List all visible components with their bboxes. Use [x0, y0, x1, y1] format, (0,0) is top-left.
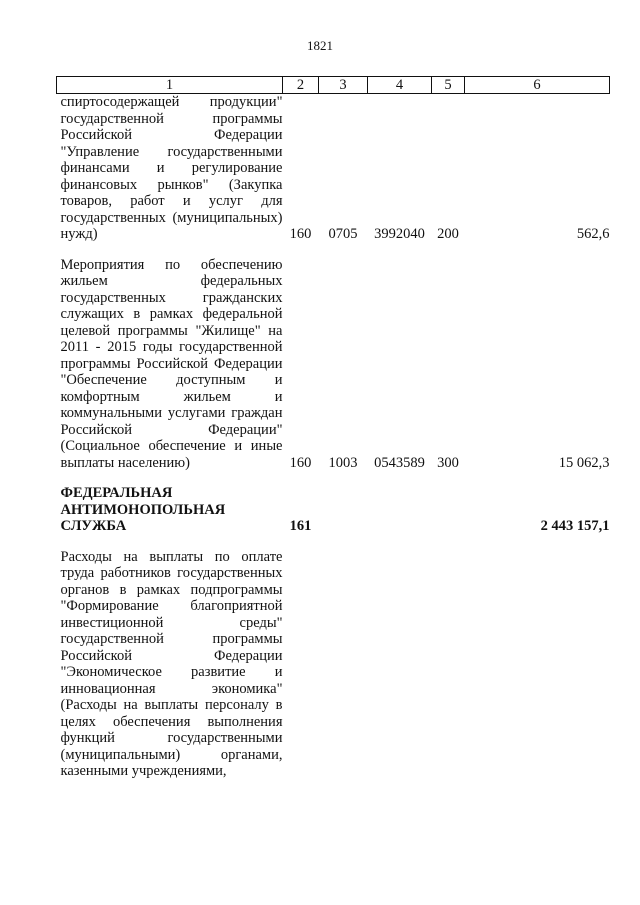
row-amount	[465, 549, 610, 780]
row-expense-type: 200	[437, 226, 459, 242]
row-target-code: 0543589	[374, 454, 425, 471]
row-ministry-code	[283, 549, 319, 780]
table-row	[57, 94, 610, 243]
row-expense-type	[432, 485, 465, 535]
column-header-6: 6	[465, 77, 610, 94]
row-target-code	[368, 485, 432, 535]
table-header-row	[57, 77, 610, 94]
column-header-5: 5	[432, 77, 465, 94]
row-section-code: 0705	[328, 226, 358, 242]
column-header-2: 2	[283, 77, 319, 94]
row-name: Расходы на выплаты по оплате труда работников государственных органов в рамках подпрограммы "Формирование благоприятной инвестиционной среды" государственной программы Российской Федерации "Экономическое развитие и инновационная экономика" (Расходы на выплаты персоналу в целях обеспечения выполнения функций государственными (муниципальными) органами, казенными учреждениями,	[60, 548, 283, 779]
row-section-code	[319, 549, 368, 780]
table-row	[57, 549, 610, 780]
page-number: 1821	[307, 38, 333, 53]
row-amount: 15 062,3	[558, 454, 610, 471]
row-target-code	[368, 549, 432, 780]
row-expense-type: 300	[437, 454, 459, 471]
row-name: спиртосодержащей продукции" государственной программы Российской Федерации "Управление государственными финансами и регулирование финансовых рынков" (Закупка товаров, работ и услуг для государственных (муниципальных) нужд)	[60, 94, 283, 242]
row-ministry-code: 160	[289, 454, 312, 471]
row-amount: 2 443 157,1	[540, 518, 610, 534]
row-amount: 562,6	[576, 226, 610, 242]
table-row-section-heading	[57, 485, 610, 535]
row-name: Мероприятия по обеспечению жильем федеральных государственных гражданских служащих в рамках федеральной целевой программы "Жилище" на 2011 - 2015 годы государственной программы Российской Федерации "Обеспечение доступным и комфортным жильем и коммунальными услугами граждан Российской Федерации" (Социальное обеспечение и иные выплаты населению)	[60, 256, 283, 471]
row-name: ФЕДЕРАЛЬНАЯ АНТИМОНОПОЛЬНАЯ СЛУЖБА	[60, 485, 226, 534]
budget-table	[56, 76, 610, 780]
row-section-code	[319, 485, 368, 535]
row-ministry-code: 161	[289, 518, 312, 534]
column-header-4: 4	[368, 77, 432, 94]
row-target-code: 3992040	[374, 226, 425, 242]
table-row	[57, 257, 610, 472]
column-header-3: 3	[319, 77, 368, 94]
row-ministry-code: 160	[289, 226, 312, 242]
row-expense-type	[432, 549, 465, 780]
row-section-code: 1003	[328, 454, 358, 471]
column-header-1: 1	[57, 77, 283, 94]
